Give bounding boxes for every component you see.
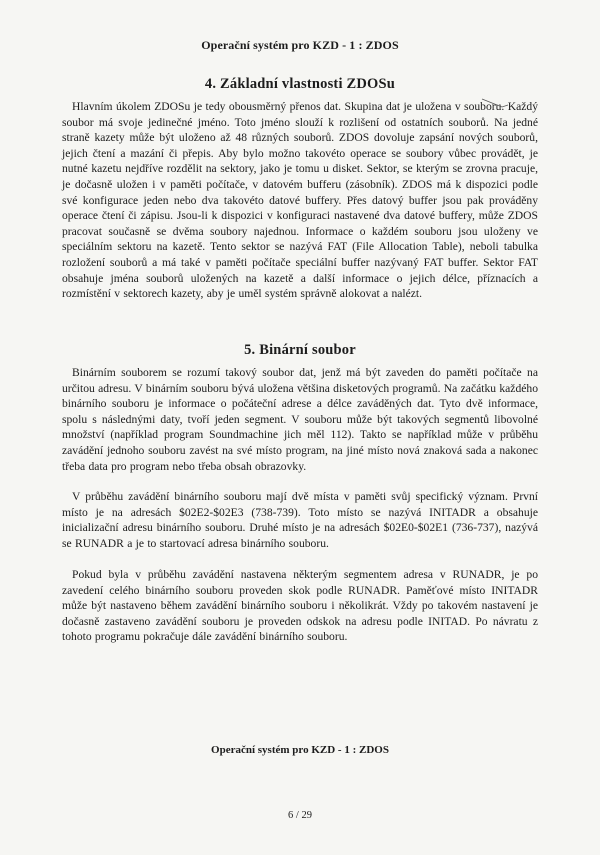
section-5-paragraph-3: Pokud byla v průběhu zavádění nastavena některým segmentem adresa v RUNADR, je po zavedení celého binárního souboru proveden skok podle RUNADR. Paměťové místo INITADR může být nastaveno během zavádění binárního souboru i několikrát. Vždy po takovém nastavení je dočasně zastaveno zavádění souboru je proveden odskok na adresu podle INITAD. Po návratu z tohoto programu pokračuje dále zavádění binárního souboru. (62, 568, 538, 644)
section-5-paragraph-2: V průběhu zavádění binárního souboru mají dvě místa v paměti svůj specifický význam. První místo je na adresách $02E2-$02E3 (738-739). Toto místo se nazývá INITADR a obsahuje inicializační adresu binárního souboru. Druhé místo je na adresách $02E0-$02E1 (736-737), nazývá se RUNADR a je to startovací adresa binárního souboru. (62, 490, 538, 550)
page-footer-title: Operační systém pro KZD - 1 : ZDOS (211, 744, 389, 756)
section-5-title: 5. Binární soubor (244, 342, 356, 358)
section-4-paragraph: Hlavním úkolem ZDOSu je tedy obousměrný přenos dat. Skupina dat je uložena v souboru. Každý soubor má svoje jedinečné jméno. Toto jméno slouží k rozlišení od ostatních souborů. Na jedné straně kazety může být uloženo až 48 různých souborů. ZDOS dovoluje zapsání nových souborů, jejich čtení a mazání či přepis. Aby bylo možno takovéto operace se soubory vůbec provádět, je nutné kazetu nejdříve rozdělit na sektory, jako je tomu u disket. Sektor, se kterým se zrovna pracuje, je dočasně uložen i v paměti počítače, v datovém bufferu (zásobník). ZDOS má k dispozici podle své konfigurace jeden nebo dva takovéto datové buffery. Přes datový buffer jsou pak prováděny operace čtení či zápisu. Jsou-li k dispozici v konfiguraci nastavené dva datové buffery, může ZDOS pracovat současně se dvěma soubory najednou. Informace o každém souboru jsou uloženy ve speciálním sektoru na kazetě. Tento sektor se nazývá FAT (File Allocation Table), neboli tabulka rozložení souborů a má také v paměti počítače speciální buffer nazývaný FAT buffer. Sektor FAT obsahuje jména souborů uložených na kazetě a další informace o jejich délce, příznacích a rozmístění v sektorech kazety, aby je uměl systém správně alokovat a nalézt. (62, 100, 538, 301)
section-4-title: 4. Základní vlastnosti ZDOSu (204, 76, 396, 92)
page-header: Operační systém pro KZD - 1 : ZDOS (201, 38, 399, 52)
section-5-paragraph-1: Binárním souborem se rozumí takový soubor dat, jenž má být zaveden do paměti počítače na určitou adresu. V binárním souboru bývá uložena většina disketových programů. Na začátku každého binárního souboru je informace o počáteční adrese a délce zaváděných dat. Tyto dvě informace, spolu s následnými daty, tvoří jeden segment. V souboru může být takových segmentů libovolné množství (například program Soundmachine jich měl 112). Takto se například může v průběhu zavádění jednoho souboru zavést na své místo program, na jiné místo nová znaková sada a nakonec třeba data pro program nebo třeba obsah obrazovky. (62, 366, 538, 473)
page-number: 6 / 29 (288, 810, 312, 821)
pen-mark-icon (480, 93, 510, 123)
